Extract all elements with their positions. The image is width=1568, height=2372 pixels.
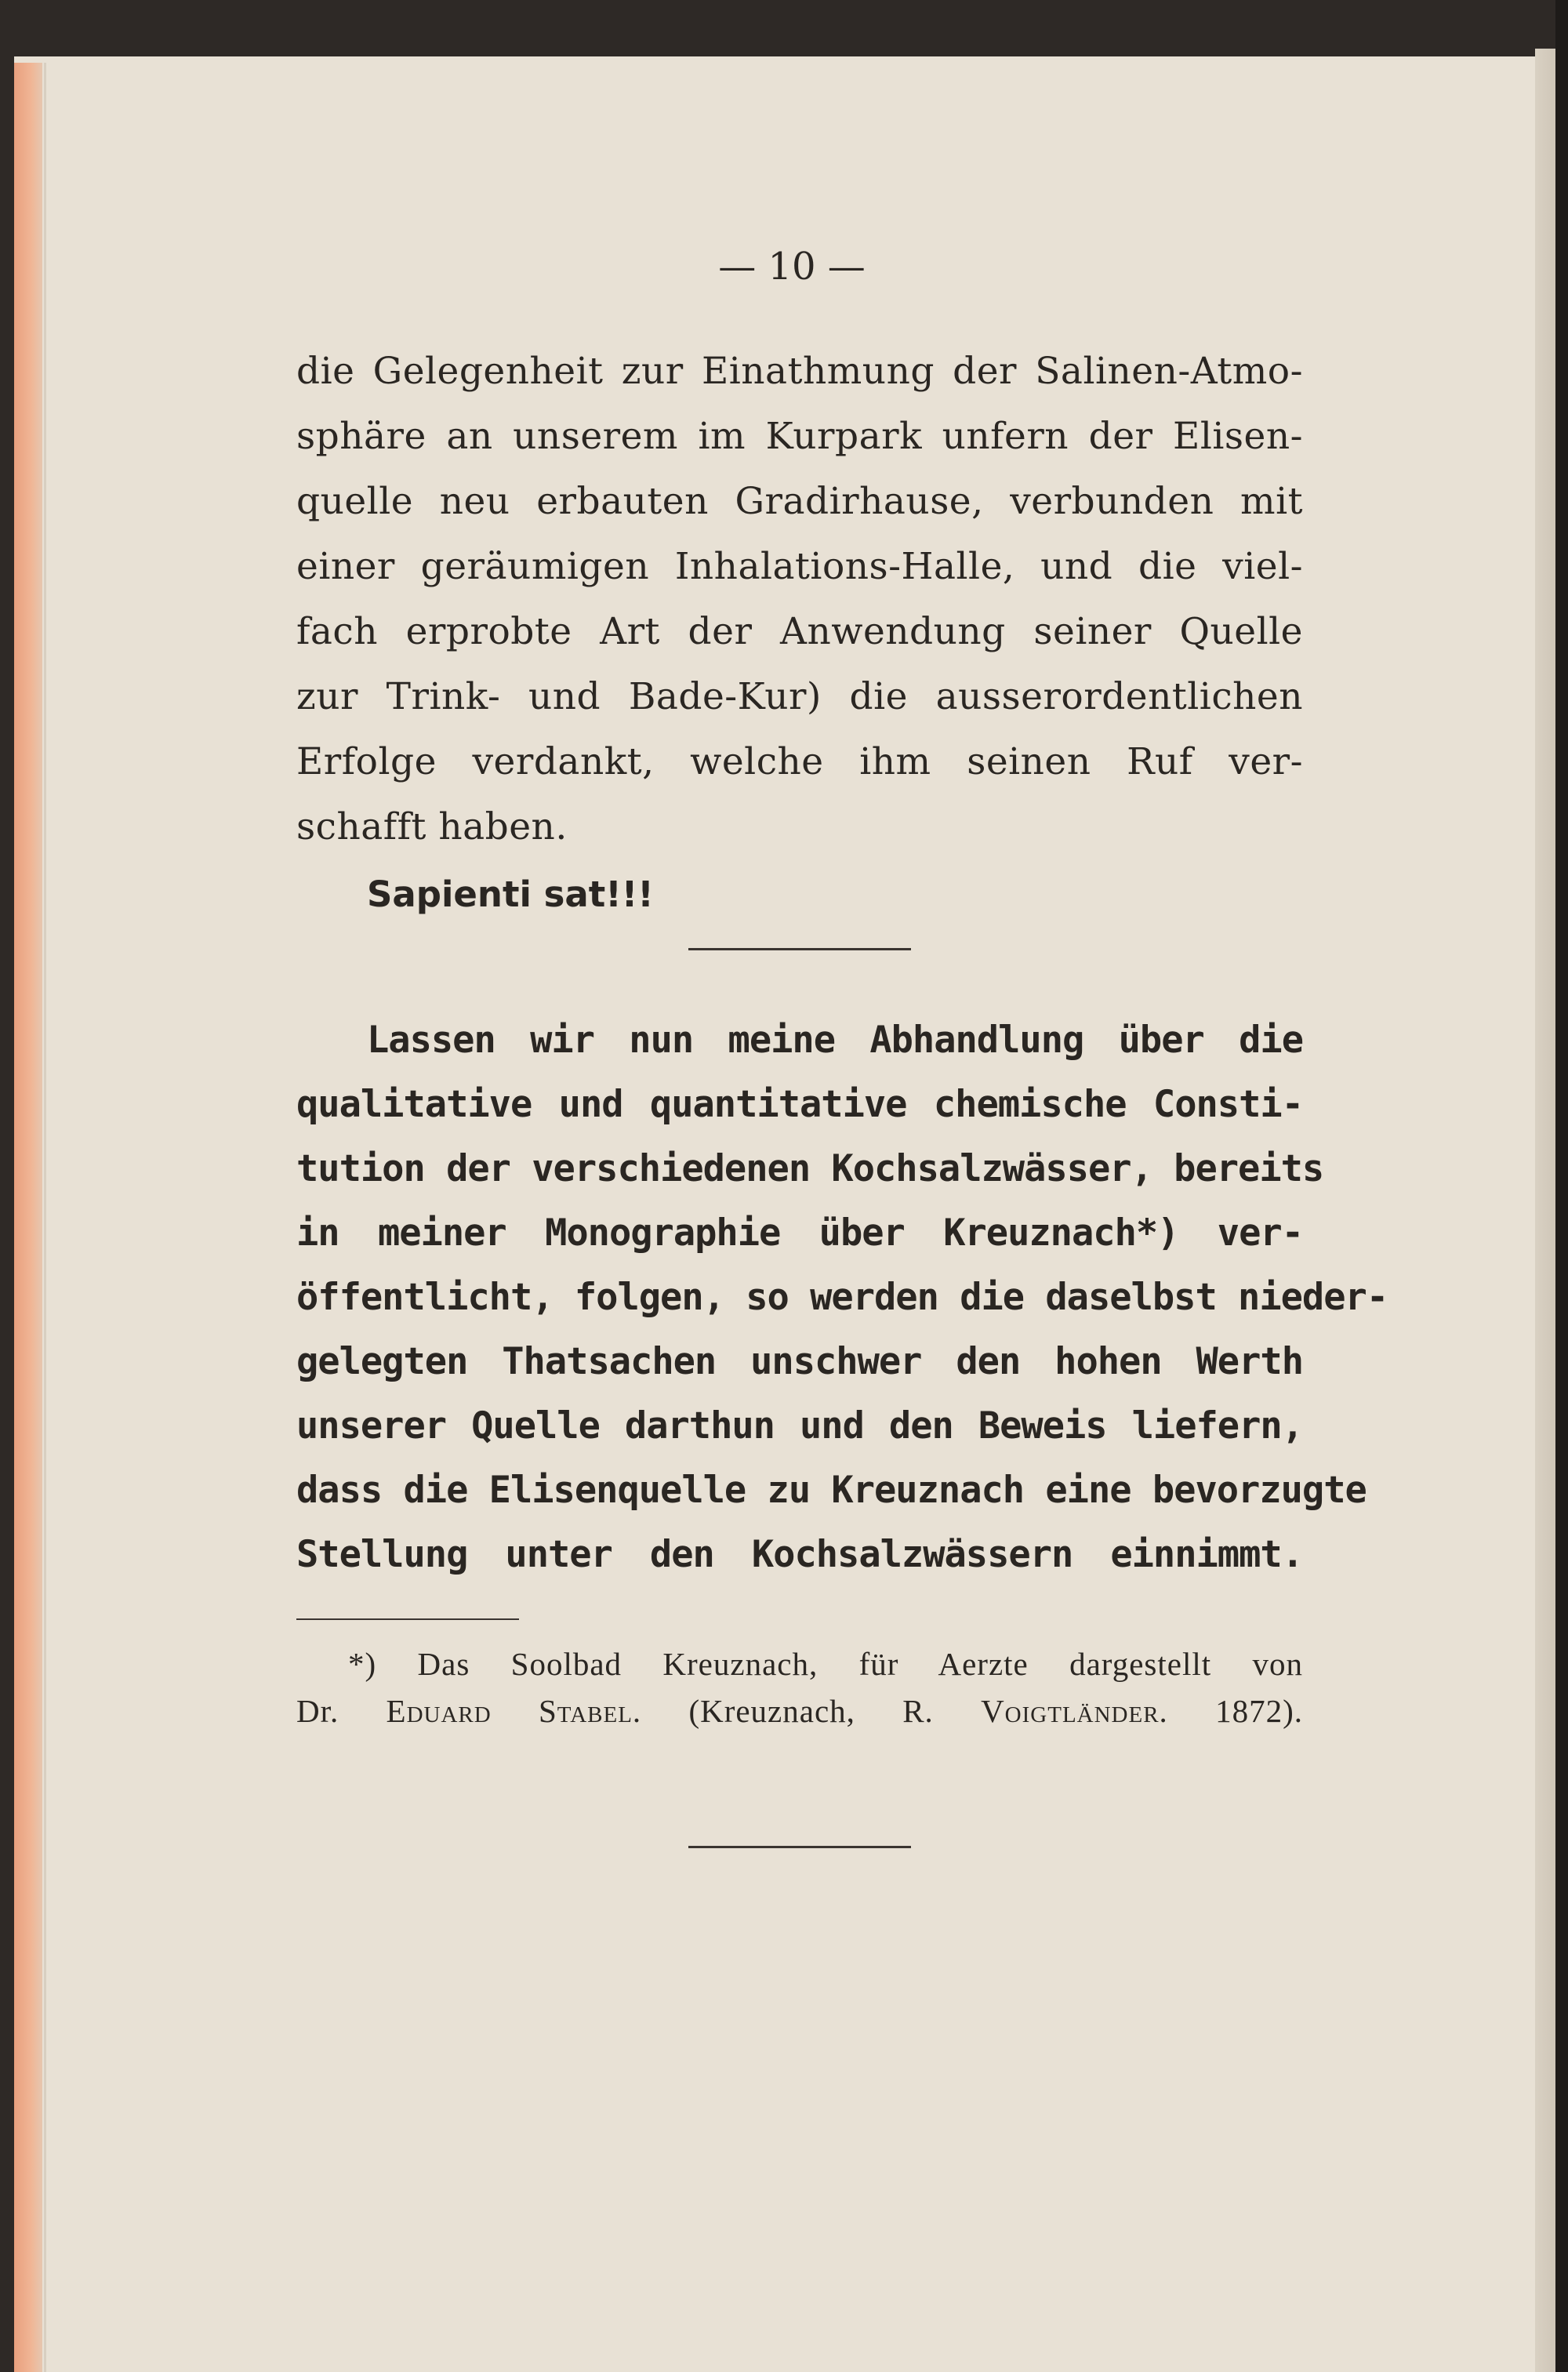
scan-background (1555, 0, 1568, 2372)
paragraph-line: quelle neu erbauten Gradirhause, verbunden mit (296, 480, 1303, 523)
paragraph-line: unserer Quelle darthun und den Beweis liefern, (296, 1404, 1303, 1448)
footnote-divider (296, 1618, 519, 1620)
footnote-line: *) Das Soolbad Kreuznach, für Aerzte dargestellt von (348, 1646, 1303, 1682)
paragraph-line: die Gelegenheit zur Einathmung der Salinen-Atmo- (296, 350, 1303, 393)
paragraph-line: Lassen wir nun meine Abhandlung über die (367, 1019, 1303, 1062)
paragraph-2 (296, 1008, 1388, 1587)
paragraph-line: qualitative und quantitative chemische Consti- (296, 1083, 1303, 1126)
paragraph-line: Erfolge verdankt, welche ihm seinen Ruf ver- (296, 740, 1303, 783)
paragraph-line: schafft haben. (296, 805, 568, 848)
paragraph-line: gelegten Thatsachen unschwer den hohen Werth (296, 1340, 1303, 1383)
paragraph-line: sphäre an unserem im Kurpark unfern der Elisen- (296, 415, 1303, 458)
next-page-edge (1535, 49, 1555, 2372)
footnote-middle: . (Kreuznach, R. (632, 1693, 982, 1729)
footnote-line (296, 1687, 1303, 1735)
paragraph-line: in meiner Monographie über Kreuznach*) ver- (296, 1211, 1303, 1255)
binding-edge (14, 63, 42, 2372)
paragraph-line: zur Trink- und Bade-Kur) die ausserordentlichen (296, 675, 1303, 718)
paragraph-line: einer geräumigen Inhalations-Halle, und die viel- (296, 545, 1303, 588)
section-divider (688, 948, 911, 950)
footnote-publisher: Voigtländer (981, 1693, 1160, 1729)
paragraph-line: öffentlicht, folgen, so werden die daselbst nieder- (296, 1276, 1388, 1319)
footnote (296, 1640, 1303, 1735)
paragraph-line: dass die Elisenquelle zu Kreuznach eine bevorzugte (296, 1469, 1367, 1512)
paragraph-line: fach erprobte Art der Anwendung seiner Quelle (296, 610, 1303, 653)
page-fold (44, 63, 46, 2372)
end-divider (688, 1846, 911, 1848)
paragraph-line: tution der verschiedenen Kochsalzwässer, bereits (296, 1147, 1324, 1190)
footnote-author: Eduard Stabel (386, 1693, 633, 1729)
paragraph-1 (296, 339, 1303, 859)
footnote-prefix: Dr. (296, 1693, 387, 1729)
page-number: — 10 — (718, 245, 866, 289)
footnote-suffix: . 1872). (1159, 1693, 1303, 1729)
paragraph-line: Stellung unter den Kochsalzwässern einnimmt. (296, 1533, 1303, 1576)
motto: Sapienti sat!!! (367, 874, 654, 915)
